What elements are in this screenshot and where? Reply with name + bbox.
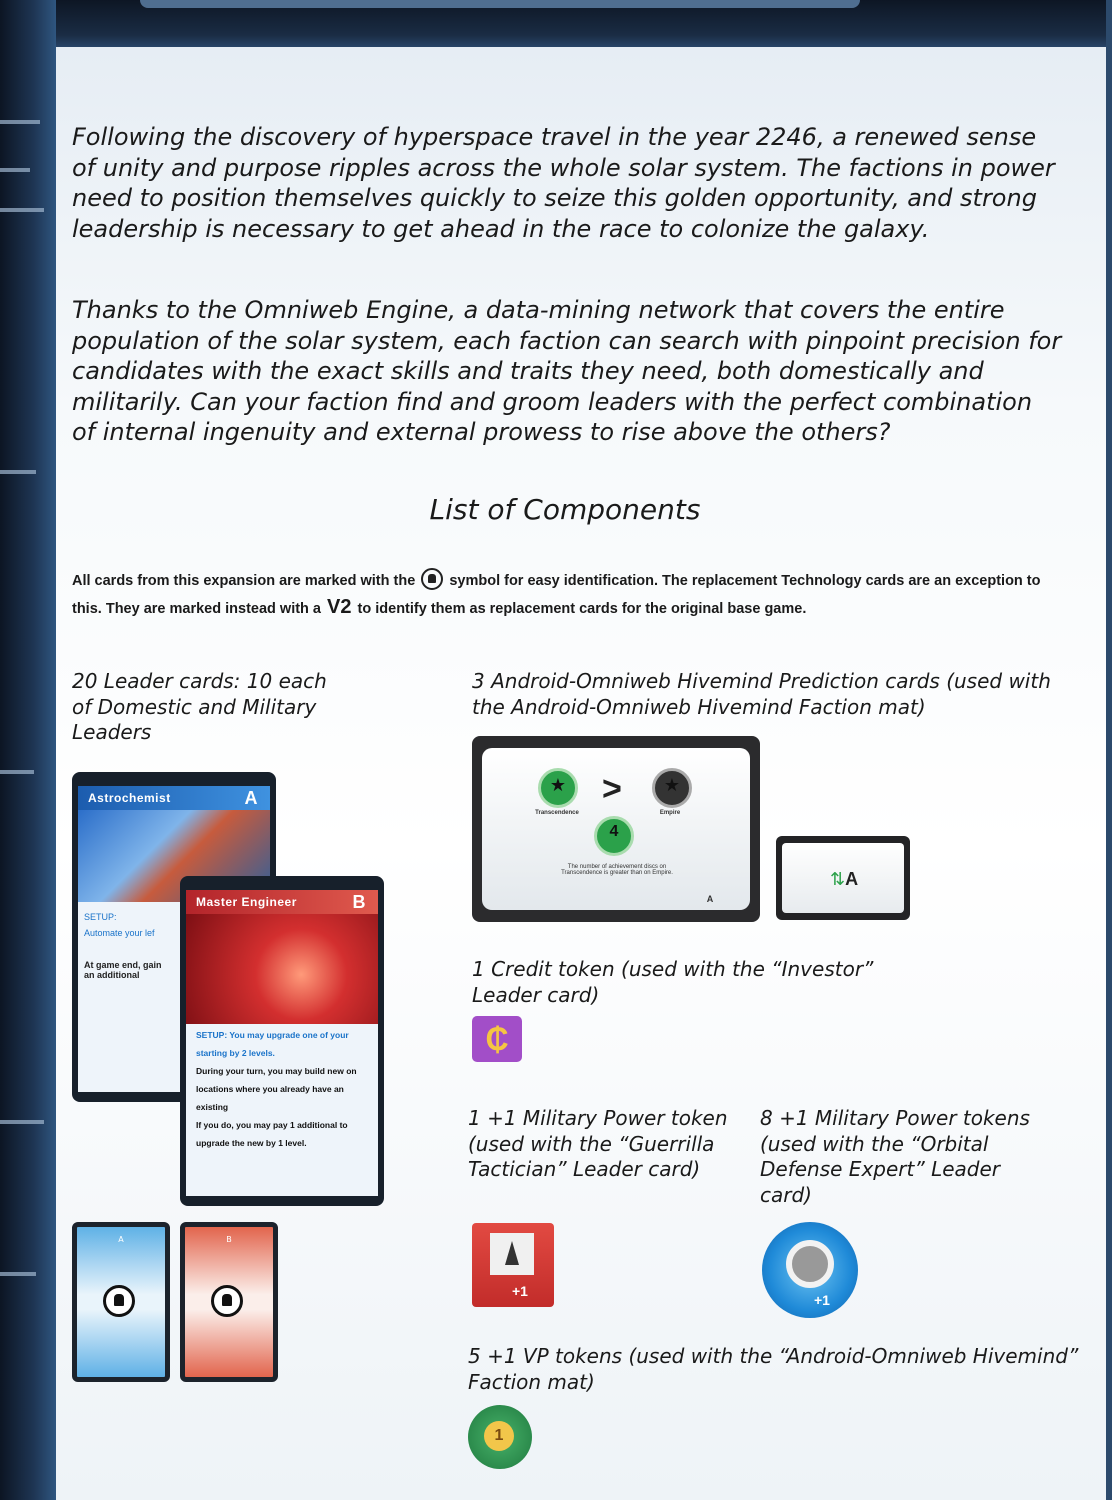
page-frame-top [0,0,1112,50]
card-title: Master Engineer B [186,890,378,914]
right-track-label: Empire [659,810,681,816]
credit-token-icon [472,1016,522,1062]
card-body: on locations where you already have an existing [196,1066,357,1112]
vp-value: 1 [484,1421,514,1451]
card-corner-letter: A [845,869,859,889]
military-token-single-label: 1 +1 Military Power token (used with the “Guerrilla Tactician” Leader card) [468,1106,728,1181]
frame-stripe [0,770,34,774]
card-letter: B [352,892,366,912]
card-body: At game end, gain an additional [84,960,162,980]
military-plus-value: +1 [512,1283,528,1299]
frame-stripe [0,208,44,212]
frame-stripe [0,1272,36,1276]
left-track-label: Transcendence [535,810,579,816]
card-corner-letter: A [706,894,714,904]
military-power-token-square-icon [472,1223,554,1307]
notice-text: symbol for easy identification. The replacement Technology cards are an exception to this. They are marked instead with a [72,573,1041,617]
threshold-number: 4 [609,823,619,840]
intro-paragraph-2: Thanks to the Omniweb Engine, a data-mining network that covers the entire population of the solar system, each faction can search with pinpoint precision for candidates with the exact skills and traits they need, both domestically and militarily. Can your faction find and groom leaders with the perfect combination of internal ingenuity and external prowess to rise above the others? [72,296,1062,446]
card-setup-text: Automate your lef [84,928,155,938]
prediction-card-back [776,836,910,920]
frame-stripe [0,470,36,474]
components-heading: List of Components [429,493,701,526]
transcendence-laurel-icon: ★ [538,768,578,808]
leader-cards-label: 20 Leader cards: 10 each of Domestic and Military Leaders [72,669,327,744]
prediction-card-face [482,748,750,910]
rulebook-page [56,47,1106,1500]
frame-stripe [0,120,40,124]
card-body: to upgrade the new [196,1120,348,1148]
vp-tokens-label: 5 +1 VP tokens (used with the “Android-Omniweb Hivemind” Faction mat) [468,1344,1079,1394]
military-power-token-round-icon [762,1222,858,1318]
notice-text: to identify them as replacement cards for the original base game. [357,601,807,617]
fighter-ship-icon [490,1233,534,1275]
v2-symbol: V2 [327,596,352,618]
intro-paragraph-1: Following the discovery of hyperspace travel in the year 2246, a renewed sense of unity and purpose ripples across the whole solar system. The factions in power need to position themselves quickly to seize this golden opportunity, and strong leadership is necessary to get ahead in the race to colonize the galaxy. [72,123,1055,243]
credit-token-label: 1 Credit token (used with the “Investor” Leader card) [472,957,874,1007]
prediction-cards-label: 3 Android-Omniweb Hivemind Prediction cards (used with the Android-Omniweb Hivemind Faction mat) [472,669,1051,719]
card-body: During your turn, you may build new [196,1066,344,1076]
page-frame-right [1106,0,1112,1500]
card-letter: A [244,788,258,808]
expansion-notice [72,568,1062,622]
card-title: Astrochemist A [78,786,270,810]
leader-card-master-engineer [180,876,384,1206]
card-back-letter: A [118,1235,124,1244]
prediction-card-back-face [782,843,904,913]
prediction-card [472,736,760,922]
card-artwork [186,914,378,1024]
frame-stripe [0,168,30,172]
frame-stripe [0,1120,44,1124]
expansion-symbol-icon [103,1285,135,1317]
card-body: by 1 level. [265,1138,307,1148]
military-plus-value: +1 [814,1292,830,1308]
card-body: If you do, you may pay 1 additional [196,1120,338,1130]
notice-text: All cards from this expansion are marked with the [72,573,416,589]
card-setup: SETUP: [84,912,117,922]
credit-symbol: ₵ [485,1021,509,1057]
military-tokens-eight-label: 8 +1 Military Power tokens (used with the “Orbital Defense Expert” Leader card) [760,1106,1030,1207]
card-setup: SETUP: You may upgrade one of your starting [196,1030,349,1058]
empire-laurel-icon: ★ [652,768,692,808]
leader-card-back-military [180,1222,278,1382]
expansion-symbol-icon [421,568,443,590]
card-setup-text: by 2 levels. [229,1048,275,1058]
page-frame-left [0,0,56,1500]
card-text [186,1024,378,1196]
token-core [786,1240,834,1288]
leader-card-back-domestic [72,1222,170,1382]
threshold-laurel-icon [594,816,634,856]
frame-tab [140,0,860,8]
vp-token-icon [468,1405,532,1469]
comparator-symbol: > [602,770,622,808]
prediction-caption: The number of achievement discs on Transcendence is greater than on Empire. [561,864,673,876]
expansion-symbol-icon [211,1285,243,1317]
card-back-letter: B [226,1235,232,1244]
card-corner-mark: ⇅A [830,869,859,889]
